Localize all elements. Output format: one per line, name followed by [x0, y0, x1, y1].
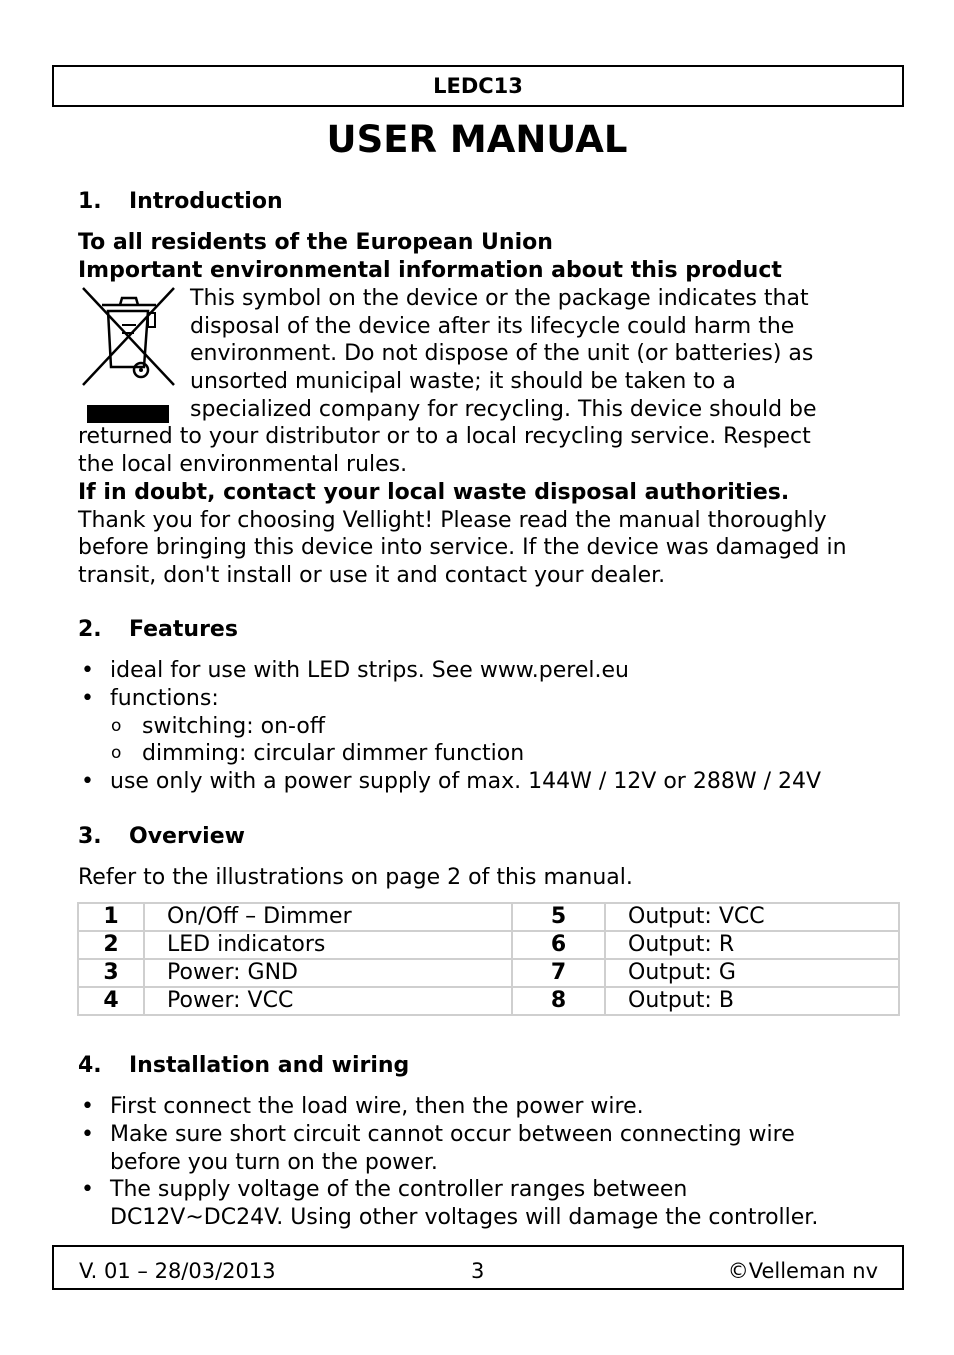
section-3-heading — [78, 823, 245, 851]
section-1-number: 1. — [78, 189, 102, 214]
part-label: Power: GND — [144, 959, 512, 987]
weee-line: the local environmental rules. — [78, 452, 408, 478]
weee-line: This symbol on the device or the package indicates that — [190, 286, 809, 311]
table-row — [78, 987, 899, 1015]
model-number: LEDC13 — [433, 74, 523, 98]
list-item: o switching: on-off — [78, 713, 821, 741]
part-label: Power: VCC — [144, 987, 512, 1015]
part-label: Output: VCC — [605, 903, 899, 931]
part-number: 7 — [512, 959, 605, 987]
weee-paragraph — [78, 285, 918, 590]
section-4-heading — [78, 1052, 409, 1080]
doubt-notice: If in doubt, contact your local waste disposal authorities. — [78, 479, 790, 505]
part-number: 4 — [78, 987, 144, 1015]
part-number: 2 — [78, 931, 144, 959]
list-item: • functions: — [78, 685, 821, 713]
part-label: On/Off – Dimmer — [144, 903, 512, 931]
list-item-continuation: DC12V~DC24V. Using other voltages will damage the controller. — [110, 1205, 819, 1231]
thanks-line: Thank you for choosing Vellight! Please read the manual thoroughly — [78, 507, 827, 533]
environmental-info-heading: Important environmental information about this product — [78, 258, 782, 283]
section-4-number: 4. — [78, 1053, 102, 1078]
part-number: 3 — [78, 959, 144, 987]
part-label: Output: R — [605, 931, 899, 959]
part-number: 5 — [512, 903, 605, 931]
weee-line: environment. Do not dispose of the unit (or batteries) as — [190, 341, 814, 367]
page-number: 3 — [471, 1259, 485, 1283]
weee-line: unsorted municipal waste; it should be taken to a — [190, 369, 736, 395]
features-list — [78, 657, 821, 796]
part-number: 8 — [512, 987, 605, 1015]
thanks-line: transit, don't install or use it and contact your dealer. — [78, 562, 666, 588]
installation-list — [78, 1093, 818, 1232]
section-1-title: Introduction — [129, 189, 283, 214]
table-row — [78, 931, 899, 959]
section-3-title: Overview — [129, 824, 245, 849]
overview-table — [77, 902, 900, 1016]
section-3-number: 3. — [78, 824, 102, 849]
footer-box — [52, 1245, 904, 1290]
list-item: • First connect the load wire, then the power wire. — [78, 1093, 818, 1121]
section-1-heading — [78, 188, 283, 216]
list-item: • use only with a power supply of max. 144W / 12V or 288W / 24V — [78, 768, 821, 796]
overview-intro: Refer to the illustrations on page 2 of this manual. — [78, 865, 633, 890]
part-label: LED indicators — [144, 931, 512, 959]
version-date: V. 01 – 28/03/2013 — [79, 1259, 276, 1283]
list-item: • ideal for use with LED strips. See www.perel.eu — [78, 657, 821, 685]
section-2-title: Features — [129, 617, 238, 642]
list-item-continuation: before you turn on the power. — [110, 1149, 438, 1175]
part-label: Output: B — [605, 987, 899, 1015]
weee-line: disposal of the device after its lifecycle could harm the — [190, 313, 795, 339]
thanks-line: before bringing this device into service. If the device was damaged in — [78, 535, 847, 561]
part-label: Output: G — [605, 959, 899, 987]
part-number: 1 — [78, 903, 144, 931]
eu-residents-heading: To all residents of the European Union — [78, 230, 553, 255]
list-item: • The supply voltage of the controller ranges between — [78, 1176, 818, 1204]
list-item: o dimming: circular dimmer function — [78, 740, 821, 768]
section-2-number: 2. — [78, 617, 102, 642]
copyright: ©Velleman nv — [727, 1259, 878, 1283]
table-row — [78, 903, 899, 931]
table-row — [78, 959, 899, 987]
section-2-heading — [78, 616, 238, 644]
list-item: • Make sure short circuit cannot occur between connecting wire — [78, 1121, 818, 1149]
page-title: USER MANUAL — [326, 118, 628, 161]
header-model-box — [52, 65, 904, 107]
weee-line: specialized company for recycling. This device should be — [190, 396, 817, 422]
part-number: 6 — [512, 931, 605, 959]
section-4-title: Installation and wiring — [129, 1053, 410, 1078]
weee-line: returned to your distributor or to a local recycling service. Respect — [78, 424, 811, 450]
